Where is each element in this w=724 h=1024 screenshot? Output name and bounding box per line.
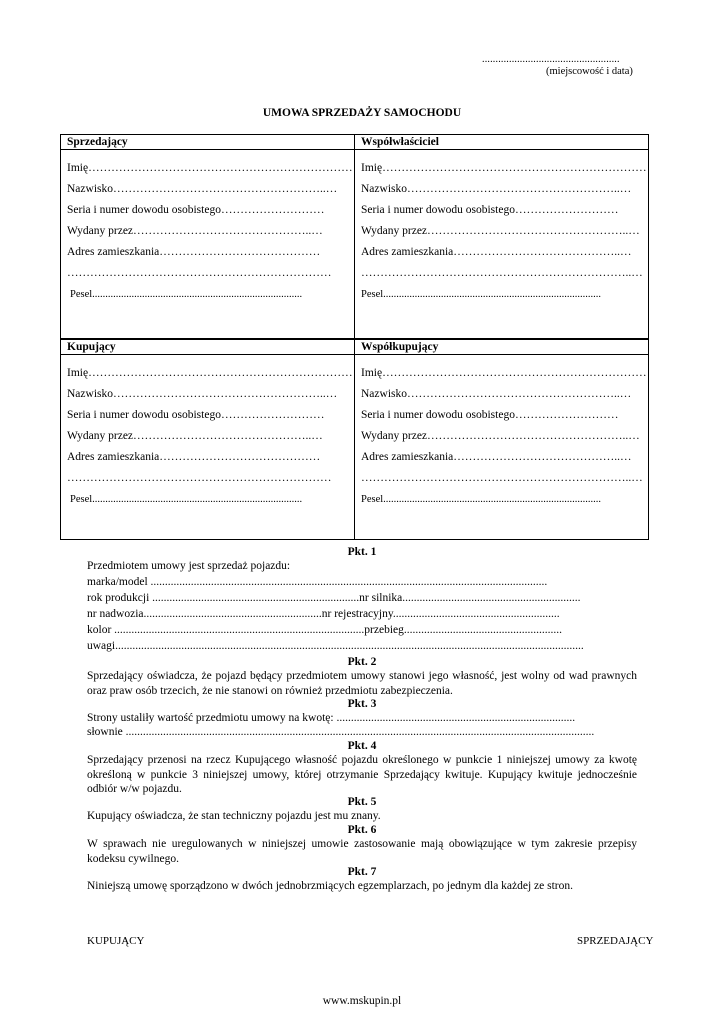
pkt1-intro: Przedmiotem umowy jest sprzedaż pojazdu: (87, 560, 291, 572)
pkt3-heading: Pkt. 3 (347, 698, 377, 710)
pkt6-text: W sprawach nie uregulowanych w niniejszej umowie zastosowanie mają obowiązujące w tym zakresie przepisy kodeksu cywilnego. (87, 838, 637, 865)
date-dots: ................................................... (482, 54, 620, 65)
footer-url[interactable]: www.mskupin.pl (322, 995, 402, 1007)
seller-table (60, 134, 649, 339)
vehicle-notes-line[interactable]: uwagi................................................................................................................................................................... (87, 640, 584, 652)
pkt7-heading: Pkt. 7 (347, 866, 377, 878)
co-buyer-address-field[interactable]: Adres zamieszkania……………………………………..… (361, 451, 632, 463)
pkt7-text: Niniejszą umowę sporządzono w dwóch jednobrzmiących egzemplarzach, po jednym dla każdej ze stron. (87, 880, 574, 892)
seller-name-field[interactable]: Imię…………………………………………………………… (67, 162, 353, 174)
co-owner-surname-field[interactable]: Nazwisko………………………………………………..… (361, 183, 632, 195)
co-buyer-address-line2[interactable]: ……………………………………………………………..… (361, 472, 643, 484)
buyer-heading: Kupujący (61, 340, 355, 355)
pkt5-text: Kupujący oświadcza, że stan techniczny pojazdu jest mu znany. (87, 810, 381, 822)
co-owner-id-field[interactable]: Seria i numer dowodu osobistego……………………… (361, 204, 619, 216)
pkt4-heading: Pkt. 4 (347, 740, 377, 752)
buyer-address-field[interactable]: Adres zamieszkania…………………………………… (67, 451, 321, 463)
pkt2-text: Sprzedający oświadcza, że pojazd będący przedmiotem umowy stanowi jego własność, jest wolny od wad prawnych oraz praw osób trzecich, że nie stanowi on również przedmiotu zabezpieczenia. (87, 670, 637, 697)
co-buyer-name-field[interactable]: Imię…………………………………………………………… (361, 367, 647, 379)
co-buyer-issued-by-field[interactable]: Wydany przez……………………………………………..… (361, 430, 640, 442)
co-owner-address-line2[interactable]: ……………………………………………………………..… (361, 267, 643, 279)
co-buyer-fields (355, 355, 649, 540)
seller-fields (61, 150, 355, 339)
seller-signature-label: SPRZEDAJĄCY (577, 935, 654, 947)
price-in-words-line[interactable]: słownie ................................................................................................................................................................... (87, 726, 595, 738)
buyer-address-line2[interactable]: …………………………………………………………… (67, 472, 332, 484)
buyer-table (60, 339, 649, 540)
co-owner-issued-by-field[interactable]: Wydany przez……………………………………………..… (361, 225, 640, 237)
seller-id-field[interactable]: Seria i numer dowodu osobistego……………………… (67, 204, 325, 216)
co-owner-heading: Współwłaściciel (355, 135, 649, 150)
buyer-name-field[interactable]: Imię…………………………………………………………… (67, 367, 353, 379)
seller-address-line2[interactable]: …………………………………………………………… (67, 267, 332, 279)
buyer-surname-field[interactable]: Nazwisko………………………………………………..… (67, 388, 338, 400)
co-owner-address-field[interactable]: Adres zamieszkania……………………………………..… (361, 246, 632, 258)
vehicle-vin-registration-line[interactable]: nr nadwozia..............................................................nr rejestracyjny.......................................................... (87, 608, 560, 620)
vehicle-make-model-line[interactable]: marka/model .......................................................................................................................................... (87, 576, 548, 588)
buyer-fields (61, 355, 355, 540)
co-buyer-pesel-field[interactable]: Pesel................................................................................... (361, 494, 602, 505)
buyer-id-field[interactable]: Seria i numer dowodu osobistego……………………… (67, 409, 325, 421)
co-buyer-heading: Współkupujący (355, 340, 649, 355)
vehicle-year-engine-line[interactable]: rok produkcji ........................................................................nr silnika.............................................................. (87, 592, 581, 604)
price-amount-line[interactable]: Strony ustaliły wartość przedmiotu umowy na kwotę: ................................................................................... (87, 712, 576, 724)
pkt2-heading: Pkt. 2 (347, 656, 377, 668)
vehicle-color-mileage-line[interactable]: kolor .......................................................................................przebieg....................................................... (87, 624, 562, 636)
seller-issued-by-field[interactable]: Wydany przez………………………………………..… (67, 225, 323, 237)
buyer-issued-by-field[interactable]: Wydany przez………………………………………..… (67, 430, 323, 442)
seller-pesel-field[interactable]: Pesel................................................................................ (70, 289, 303, 300)
seller-address-field[interactable]: Adres zamieszkania…………………………………… (67, 246, 321, 258)
date-label: (miejscowość i data) (546, 66, 633, 77)
buyer-pesel-field[interactable]: Pesel................................................................................ (70, 494, 303, 505)
seller-heading: Sprzedający (61, 135, 355, 150)
co-owner-fields (355, 150, 649, 339)
document-title: UMOWA SPRZEDAŻY SAMOCHODU (262, 107, 462, 119)
co-buyer-id-field[interactable]: Seria i numer dowodu osobistego……………………… (361, 409, 619, 421)
co-owner-pesel-field[interactable]: Pesel................................................................................... (361, 289, 602, 300)
pkt1-heading: Pkt. 1 (347, 546, 377, 558)
buyer-signature-label: KUPUJĄCY (87, 935, 145, 947)
pkt5-heading: Pkt. 5 (347, 796, 377, 808)
seller-surname-field[interactable]: Nazwisko………………………………………………..… (67, 183, 338, 195)
pkt4-text: Sprzedający przenosi na rzecz Kupującego własność pojazdu określonego w punkcie 1 niniejszej umowy za kwotę określoną w punkcie 3 niniejszej umowy, której otrzymanie Sprzedający kwituje. Kupujący kwituje jednocześnie odbiór w/w pojazdu. (87, 754, 637, 795)
co-owner-name-field[interactable]: Imię…………………………………………………………… (361, 162, 647, 174)
co-buyer-surname-field[interactable]: Nazwisko………………………………………………..… (361, 388, 632, 400)
pkt6-heading: Pkt. 6 (347, 824, 377, 836)
